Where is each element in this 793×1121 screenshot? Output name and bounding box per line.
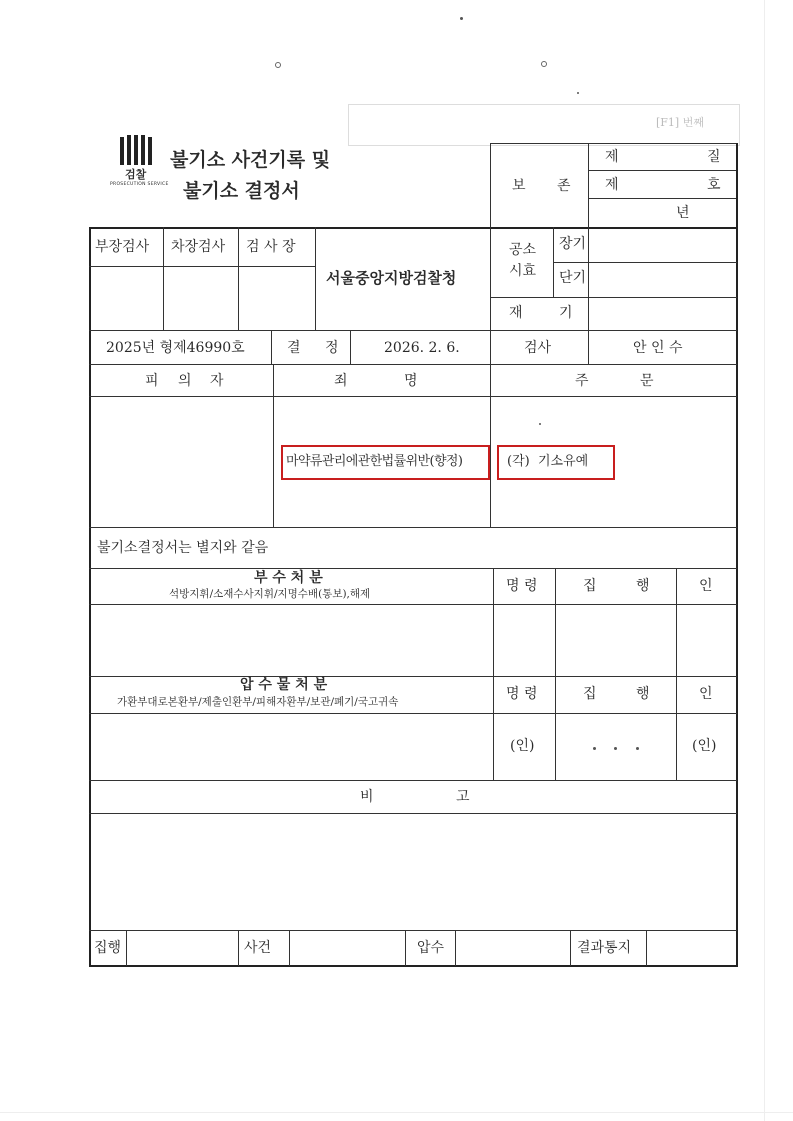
order-header-1: 주 [575,373,589,389]
decision-label-1: 결 [287,340,301,356]
seized-exec-2: 행 [636,686,650,702]
decision-label-2: 정 [325,340,339,356]
ancillary-title: 부 수 처 분 [254,570,323,586]
seized-command: 명 령 [506,686,538,702]
seized-subtitle: 가환부대로본환부/제출인환부/피해자환부/보관/폐기/국고귀속 [117,696,399,708]
retention-jil: 질 [707,149,721,165]
statute-label-1: 공소 [509,242,537,258]
approval-head-1: 부장검사 [95,239,150,255]
logo-mark: 검찰 [125,168,147,181]
statute-short: 단기 [559,270,587,286]
charge-text: 마약류관리에관한법률위반(향정) [286,454,463,469]
ancillary-exec-2: 행 [636,578,650,594]
ancillary-seal: 인 [699,578,713,594]
restart-label-1: 재 [509,305,523,321]
case-number: 2025년 형제46990호 [106,340,245,356]
speck [460,17,463,20]
seized-exec-1: 집 [583,686,597,702]
retention-je-2: 제 [605,177,619,193]
prosecutor-name: 안 인 수 [633,340,683,356]
retention-ho: 호 [707,177,721,193]
page-title-line1: 불기소 사건기록 및 [170,149,331,171]
approval-head-2: 차장검사 [171,239,226,255]
dot-mark [614,747,617,750]
footer-result-notice: 결과통지 [577,940,632,956]
footer-case: 사건 [244,940,272,956]
retention-je-1: 제 [605,149,619,165]
order-text: (각) 기소유예 [507,454,589,469]
logo-subtitle: PROSECUTION SERVICE [110,182,169,187]
order-header-2: 문 [640,373,654,389]
office-name: 서울중앙지방검찰청 [326,269,457,287]
retention-label-1: 보 [512,178,526,194]
ancillary-command: 명 령 [506,578,538,594]
retention-nyeon: 년 [676,205,690,221]
ancillary-exec-1: 집 [583,578,597,594]
stamp-text: [F1] 번째 [656,116,704,129]
speck [275,62,281,68]
suspect-header-1: 피 [145,373,159,389]
statute-long: 장기 [559,236,587,252]
prosecutor-label: 검사 [524,340,552,356]
footer-seized: 압수 [417,940,445,956]
remarks-label-2: 고 [456,789,470,805]
seized-seal: 인 [699,686,713,702]
charge-header-2: 명 [404,373,418,389]
charge-header-1: 죄 [334,373,348,389]
footer-execution: 집행 [94,940,122,956]
dot-mark [636,747,639,750]
scan-edge [764,0,765,1121]
prosecution-logo-icon [118,135,158,167]
speck [541,61,547,67]
suspect-header-2: 의 [178,373,192,389]
ancillary-subtitle: 석방지휘/소재수사지휘/지명수배(통보),해제 [169,588,371,600]
seized-title: 압 수 물 처 분 [240,677,328,693]
approval-head-3: 검 사 장 [246,239,296,255]
speck [577,92,579,94]
speck [539,423,541,425]
scan-edge [0,1112,793,1113]
statute-label-2: 시효 [509,263,537,279]
seized-in-2: (인) [692,738,717,754]
remarks-label-1: 비 [360,789,374,805]
dot-mark [593,747,596,750]
suspect-header-3: 자 [210,373,224,389]
decision-date: 2026. 2. 6. [384,340,460,356]
page-title-line2: 불기소 결정서 [183,180,300,202]
retention-label-2: 존 [557,178,571,194]
restart-label-2: 기 [559,305,573,321]
note-text: 불기소결정서는 별지와 같음 [97,540,269,556]
seized-in-1: (인) [510,738,535,754]
